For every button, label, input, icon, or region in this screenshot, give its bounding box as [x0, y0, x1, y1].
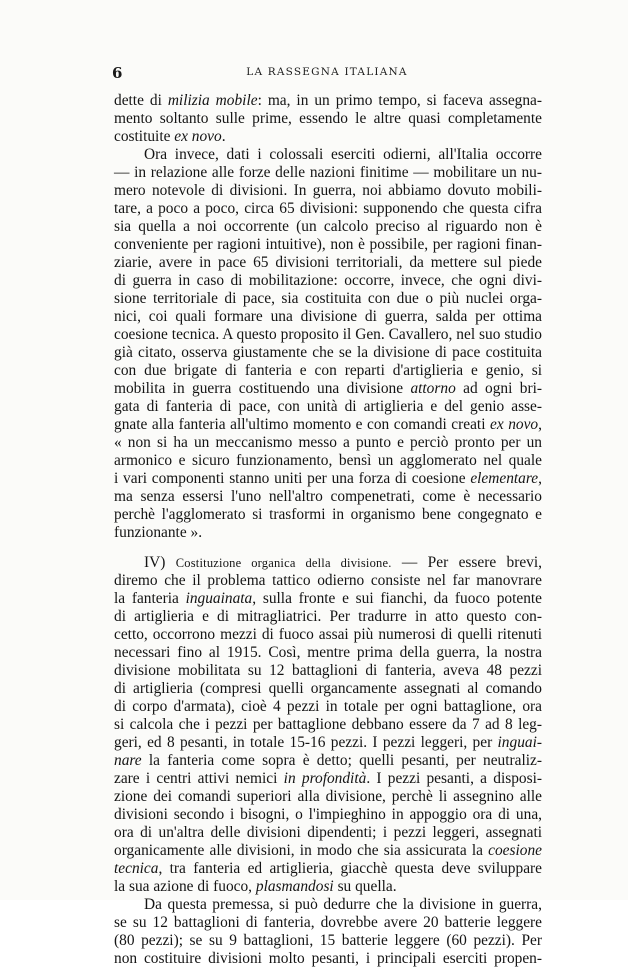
text-line: geri, ed 8 pesanti, in totale 15-16 pezzi. I pezzi leggeri, per inguai- — [114, 734, 542, 751]
text-line: (80 pezzi); se su 9 battaglioni, 15 batterie leggere (60 pezzi). Per — [114, 932, 542, 949]
text-line: di corpo d'armata), cioè 4 pezzi in totale per ogni battaglione, ora — [114, 698, 542, 715]
text-line: ma senza essersi l'uno nell'altro compenetrati, come è necessario — [114, 488, 542, 505]
text-line: funzionante ». — [114, 524, 203, 541]
text-line: di artiglieria (compresi quelli organcamente assegnati al comando — [114, 680, 542, 697]
text-line: mero notevole di divisioni. In guerra, noi abbiamo dovuto mobili- — [114, 182, 542, 199]
page-number: 6 — [112, 64, 123, 82]
text-line: Ora invece, dati i colossali eserciti odierni, all'Italia occorre — [144, 146, 542, 163]
text-line: divisione mobilitata su 12 battaglioni di fanteria, aveva 48 pezzi — [114, 662, 542, 679]
text-line: organicamente alle divisioni, in modo che sia assicurata la coesione — [114, 842, 542, 859]
text-line: — in relazione alle forze delle nazioni finitime — mobilitare un nu- — [114, 164, 542, 181]
text-line: zione dei comandi superiori alla divisione, perchè li assegnino alle — [114, 788, 542, 805]
text-line: « non si ha un meccanismo messo a punto e perciò pronto per un — [114, 434, 542, 451]
text-line: conveniente per ragioni intuitive), non è possibile, per ragioni finan- — [114, 236, 542, 253]
text-line: tecnica, tra fanteria ed artiglieria, giacchè questa deve sviluppare — [114, 860, 542, 877]
text-line: tare, a poco a poco, circa 65 divisioni: supponendo che questa cifra — [114, 200, 542, 217]
text-line: se su 12 battaglioni di fanteria, dovrebbe avere 20 batterie leggere — [114, 914, 542, 931]
text-line: armonico e sicuro funzionamento, bensì un agglomerato nel quale — [114, 452, 542, 469]
text-line: coesione tecnica. A questo proposito il Gen. Cavallero, nel suo studio — [114, 326, 542, 343]
paragraph-2 — [114, 146, 542, 542]
text-line: la sua azione di fuoco, plasmandosi su quella. — [114, 878, 397, 895]
paragraph-4 — [114, 896, 542, 968]
paragraph-3 — [114, 554, 542, 896]
text-line: di guerra in caso di mobilitazione: occorre, invece, che ogni divi- — [114, 272, 542, 289]
text-line: la fanteria inguainata, sulla fronte e sui fianchi, da fuoco potente — [114, 590, 542, 607]
paragraph-gap — [114, 542, 542, 554]
section-heading-line: IV) Costituzione organica della divisione. — Per essere brevi, — [144, 554, 543, 571]
text-line: con due brigate di fanteria e con reparti d'artiglieria e genio, si — [114, 362, 542, 379]
text-line: sia quella a noi occorrente (un calcolo preciso al riguardo non è — [114, 218, 542, 235]
text-line: zare i centri attivi nemici in profondità. I pezzi pesanti, a disposi- — [114, 770, 542, 787]
text-line: Da questa premessa, si può dedurre che la divisione in guerra, — [144, 896, 542, 913]
text-line: costituite ex novo. — [114, 128, 226, 145]
text-line: perchè l'agglomerato si trasformi in organismo bene congegnato e — [114, 506, 542, 523]
text-line: mobilita in guerra costituendo una divisione attorno ad ogni bri- — [114, 380, 543, 397]
text-line: sione territoriale di pace, sia costituita con due o più nuclei orga- — [114, 290, 542, 307]
page-header — [112, 64, 542, 82]
text-line: nici, coi quali formare una divisione di guerra, salda per ottima — [114, 308, 542, 325]
body-text — [114, 92, 542, 968]
text-line: diremo che il problema tattico odierno consiste nel far manovrare — [114, 572, 542, 589]
text-line: gnate alla fanteria all'ultimo momento e con comandi creati ex novo, — [114, 416, 542, 433]
text-line: i vari componenti stanno uniti per una forza di coesione elementare, — [114, 470, 542, 487]
text-line: dette di milizia mobile: ma, in un primo tempo, si faceva assegna- — [114, 92, 543, 109]
text-line: necessari fino al 1915. Così, mentre prima della guerra, la nostra — [114, 644, 542, 661]
text-line: non costituire divisioni molto pesanti, i principali eserciti propen- — [114, 950, 542, 967]
text-line: gata di fanteria di pace, con unità di artiglieria e del genio asse- — [114, 398, 542, 415]
section-number: IV) — [144, 554, 176, 571]
text-line: cetto, occorrono mezzi di fuoco assai più numerosi di quelli ritenuti — [114, 626, 542, 643]
section-heading: Costituzione organica della divisione. — [175, 556, 392, 570]
text-line: nare la fanteria come sopra è detto; quelli pesanti, per neutraliz- — [114, 752, 542, 769]
text-line: già citato, osserva giustamente che se la divisione di pace costituita — [114, 344, 542, 361]
text-line: si calcola che i pezzi per battaglione debbano essere da 7 ad 8 leg- — [114, 716, 542, 733]
text-line: ora di un'altra delle divisioni dipendenti; i pezzi leggeri, assegnati — [114, 824, 542, 841]
running-title: LA RASSEGNA ITALIANA — [246, 66, 408, 78]
text-line: divisioni secondo i bisogni, o l'impieghino in appoggio ora di una, — [114, 806, 542, 823]
paragraph-1 — [114, 92, 542, 146]
text-line: ziarie, avere in pace 65 divisioni territoriali, da mettere sul piede — [114, 254, 542, 271]
text-line: mento soltanto sulle prime, essendo le altre quasi completamente — [114, 110, 542, 127]
text-line: di artiglieria e di mitragliatrici. Per tradurre in atto questo con- — [114, 608, 542, 625]
